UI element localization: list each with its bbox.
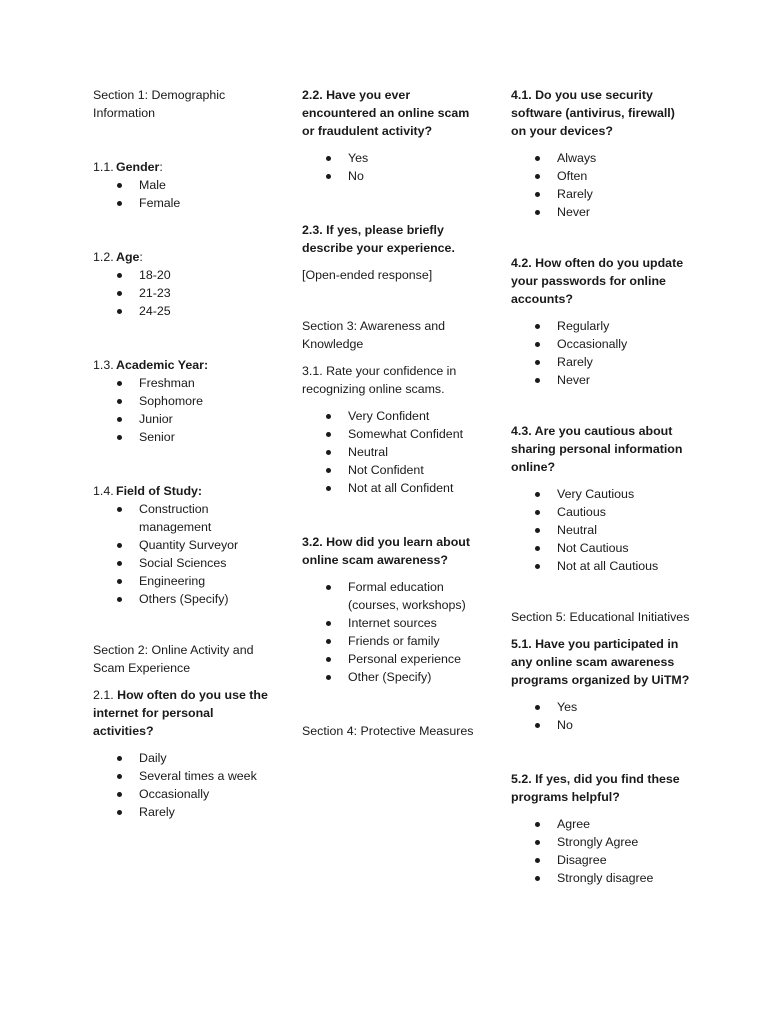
question-text: Age [116, 250, 140, 264]
option[interactable]: No [511, 716, 691, 734]
option[interactable]: Strongly disagree [511, 869, 691, 887]
question-5-1: 5.1. Have you participated in any online scam awareness programs organized by UiTM? [511, 637, 690, 687]
option[interactable]: Agree [511, 815, 691, 833]
question-colon: : [139, 250, 143, 264]
option[interactable]: Very Confident [302, 407, 482, 425]
option[interactable]: Rarely [511, 185, 691, 203]
question-4-1: 4.1. Do you use security software (antivirus, firewall) on your devices? [511, 88, 675, 138]
question-text: Academic Year: [116, 358, 209, 372]
option[interactable]: Often [511, 167, 691, 185]
option[interactable]: Senior [93, 428, 273, 446]
options-list [93, 749, 273, 821]
options-list [93, 176, 273, 212]
question-5-2: 5.2. If yes, did you find these programs helpful? [511, 772, 680, 804]
question-number: 1.3. [93, 358, 114, 372]
options-list [511, 485, 691, 575]
question-number: 1.4. [93, 484, 114, 498]
option[interactable]: Friends or family [302, 632, 482, 650]
question-1-2 [93, 248, 273, 266]
option[interactable]: Neutral [511, 521, 691, 539]
option[interactable]: Others (Specify) [93, 590, 273, 608]
question-2-3: 2.3. If yes, please briefly describe your experience. [302, 223, 455, 255]
option[interactable]: Neutral [302, 443, 482, 461]
option[interactable]: Several times a week [93, 767, 273, 785]
options-list [93, 500, 273, 608]
option[interactable]: Internet sources [302, 614, 482, 632]
question-text: Field of Study: [116, 484, 203, 498]
options-list [302, 149, 482, 185]
option[interactable]: Construction management [93, 500, 273, 536]
question-3-1: 3.1. Rate your confidence in recognizing online scams. [302, 364, 457, 396]
option[interactable]: Female [93, 194, 273, 212]
option[interactable]: Always [511, 149, 691, 167]
column-2 [302, 86, 482, 740]
option[interactable]: Somewhat Confident [302, 425, 482, 443]
option[interactable]: Freshman [93, 374, 273, 392]
question-1-3 [93, 356, 273, 374]
options-list [511, 698, 691, 734]
section-2-heading: Section 2: Online Activity and Scam Experience [93, 643, 254, 675]
question-2-2: 2.2. Have you ever encountered an online scam or fraudulent activity? [302, 88, 470, 138]
section-4-heading: Section 4: Protective Measures [302, 724, 474, 738]
option[interactable]: 18-20 [93, 266, 273, 284]
section-1-heading: Section 1: Demographic Information [93, 88, 226, 120]
question-1-1 [93, 158, 273, 176]
options-list [302, 407, 482, 497]
option[interactable]: Quantity Surveyor [93, 536, 273, 554]
option[interactable]: Very Cautious [511, 485, 691, 503]
question-1-4 [93, 482, 273, 500]
question-text: How often do you use the internet for personal activities? [93, 688, 268, 738]
question-number: 1.1. [93, 160, 114, 174]
option[interactable]: Never [511, 371, 691, 389]
option[interactable]: Junior [93, 410, 273, 428]
options-list [511, 149, 691, 221]
option[interactable]: Formal education (courses, workshops) [302, 578, 482, 614]
question-4-2: 4.2. How often do you update your passwords for online accounts? [511, 256, 684, 306]
option[interactable]: Not Cautious [511, 539, 691, 557]
option[interactable]: Daily [93, 749, 273, 767]
question-number: 1.2. [93, 250, 114, 264]
option[interactable]: Not Confident [302, 461, 482, 479]
options-list [93, 374, 273, 446]
option[interactable]: Yes [511, 698, 691, 716]
option[interactable]: No [302, 167, 482, 185]
question-number: 2.1. [93, 688, 118, 702]
option[interactable]: Disagree [511, 851, 691, 869]
question-colon: : [159, 160, 163, 174]
option[interactable]: Never [511, 203, 691, 221]
option[interactable]: Sophomore [93, 392, 273, 410]
option[interactable]: 21-23 [93, 284, 273, 302]
question-text: Gender [116, 160, 160, 174]
section-5-heading: Section 5: Educational Initiatives [511, 610, 690, 624]
option[interactable]: 24-25 [93, 302, 273, 320]
option[interactable]: Rarely [93, 803, 273, 821]
option[interactable]: Male [93, 176, 273, 194]
option[interactable]: Not at all Confident [302, 479, 482, 497]
option[interactable]: Cautious [511, 503, 691, 521]
option[interactable]: Engineering [93, 572, 273, 590]
option[interactable]: Strongly Agree [511, 833, 691, 851]
option[interactable]: Regularly [511, 317, 691, 335]
option[interactable]: Occasionally [93, 785, 273, 803]
option[interactable]: Social Sciences [93, 554, 273, 572]
option[interactable]: Other (Specify) [302, 668, 482, 686]
option[interactable]: Yes [302, 149, 482, 167]
option[interactable]: Not at all Cautious [511, 557, 691, 575]
option[interactable]: Rarely [511, 353, 691, 371]
options-list [511, 317, 691, 389]
column-1 [93, 86, 273, 821]
options-list [302, 578, 482, 686]
column-3 [511, 86, 691, 887]
option[interactable]: Personal experience [302, 650, 482, 668]
section-3-heading: Section 3: Awareness and Knowledge [302, 319, 446, 351]
options-list [93, 266, 273, 320]
option[interactable]: Occasionally [511, 335, 691, 353]
question-3-2: 3.2. How did you learn about online scam awareness? [302, 535, 470, 567]
question-4-3: 4.3. Are you cautious about sharing personal information online? [511, 424, 683, 474]
open-ended-response[interactable]: [Open-ended response] [302, 268, 433, 282]
question-2-1 [93, 686, 273, 740]
options-list [511, 815, 691, 887]
